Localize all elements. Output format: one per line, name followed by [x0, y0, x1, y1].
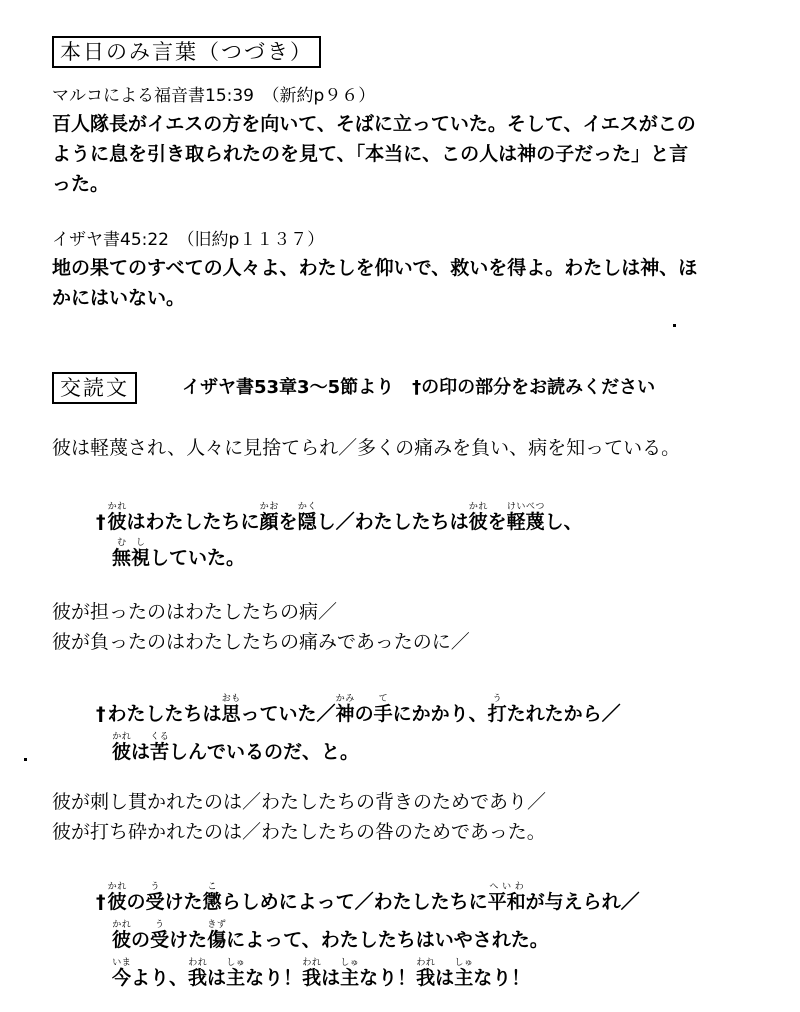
- speck-mark: [673, 324, 676, 327]
- cross-mark: †: [96, 511, 106, 533]
- reading-response-line: 彼かれの受うけた傷きずによって、わたしたちはいやされた。: [112, 920, 549, 951]
- reading-response-line: † 彼かれの受うけた懲こらしめによって／わたしたちに平和へいわが与えられ／: [96, 882, 640, 913]
- cross-mark: †: [96, 891, 106, 913]
- reading-response-line: 彼かれは苦くるしんでいるのだ、と。: [112, 732, 360, 763]
- verse-text-line: った。: [52, 173, 110, 195]
- verse-reference-mark: マルコによる福音書15:39 （新約p９６）: [52, 86, 376, 106]
- reading-leader-line: 彼が刺し貫かれたのは／わたしたちの背きのためであり／: [52, 791, 547, 813]
- reading-response-line: 今いまより、我われは主しゅなり！我われは主しゅなり！我われは主しゅなり！: [112, 958, 531, 989]
- reading-leader-line: 彼が負ったのはわたしたちの痛みであったのに／: [52, 631, 470, 653]
- reading-response-line: † 彼かれはわたしたちに顔かおを隠かくし／わたしたちは彼かれを軽蔑けいべつし、: [96, 502, 583, 533]
- verse-text-line: 地の果てのすべての人々よ、わたしを仰いで、救いを得よ。わたしは神、ほ: [52, 257, 698, 279]
- verse-reference-isaiah: イザヤ書45:22 （旧約p１１３７）: [52, 230, 325, 250]
- reading-leader-line: 彼が打ち砕かれたのは／わたしたちの咎のためであった。: [52, 821, 546, 843]
- verse-text-line: 百人隊長がイエスの方を向いて、そばに立っていた。そして、イエスがこの: [52, 113, 696, 135]
- speck-mark: [24, 758, 27, 761]
- reading-response-line: † わたしたちは思おもっていた／神かみの手てにかかり、打うたれたから／: [96, 694, 621, 725]
- verse-text-line: ように息を引き取られたのを見て、「本当に、この人は神の子だった」と言: [52, 143, 689, 165]
- reading-response-line: 無視むししていた。: [112, 538, 246, 569]
- reading-leader-line: 彼は軽蔑され、人々に見捨てられ／多くの痛みを負い、病を知っている。: [52, 437, 681, 459]
- cross-mark: †: [96, 703, 106, 725]
- section-heading-todays-word: 本日のみ言葉（つづき）: [52, 36, 321, 68]
- section-heading-responsive-reading: 交読文: [52, 372, 137, 404]
- verse-text-line: かにはいない。: [52, 287, 186, 309]
- reading-leader-line: 彼が担ったのはわたしたちの病／: [52, 601, 338, 623]
- reading-instructions: イザヤ書53章3～5節より †の印の部分をお読みください: [182, 377, 656, 398]
